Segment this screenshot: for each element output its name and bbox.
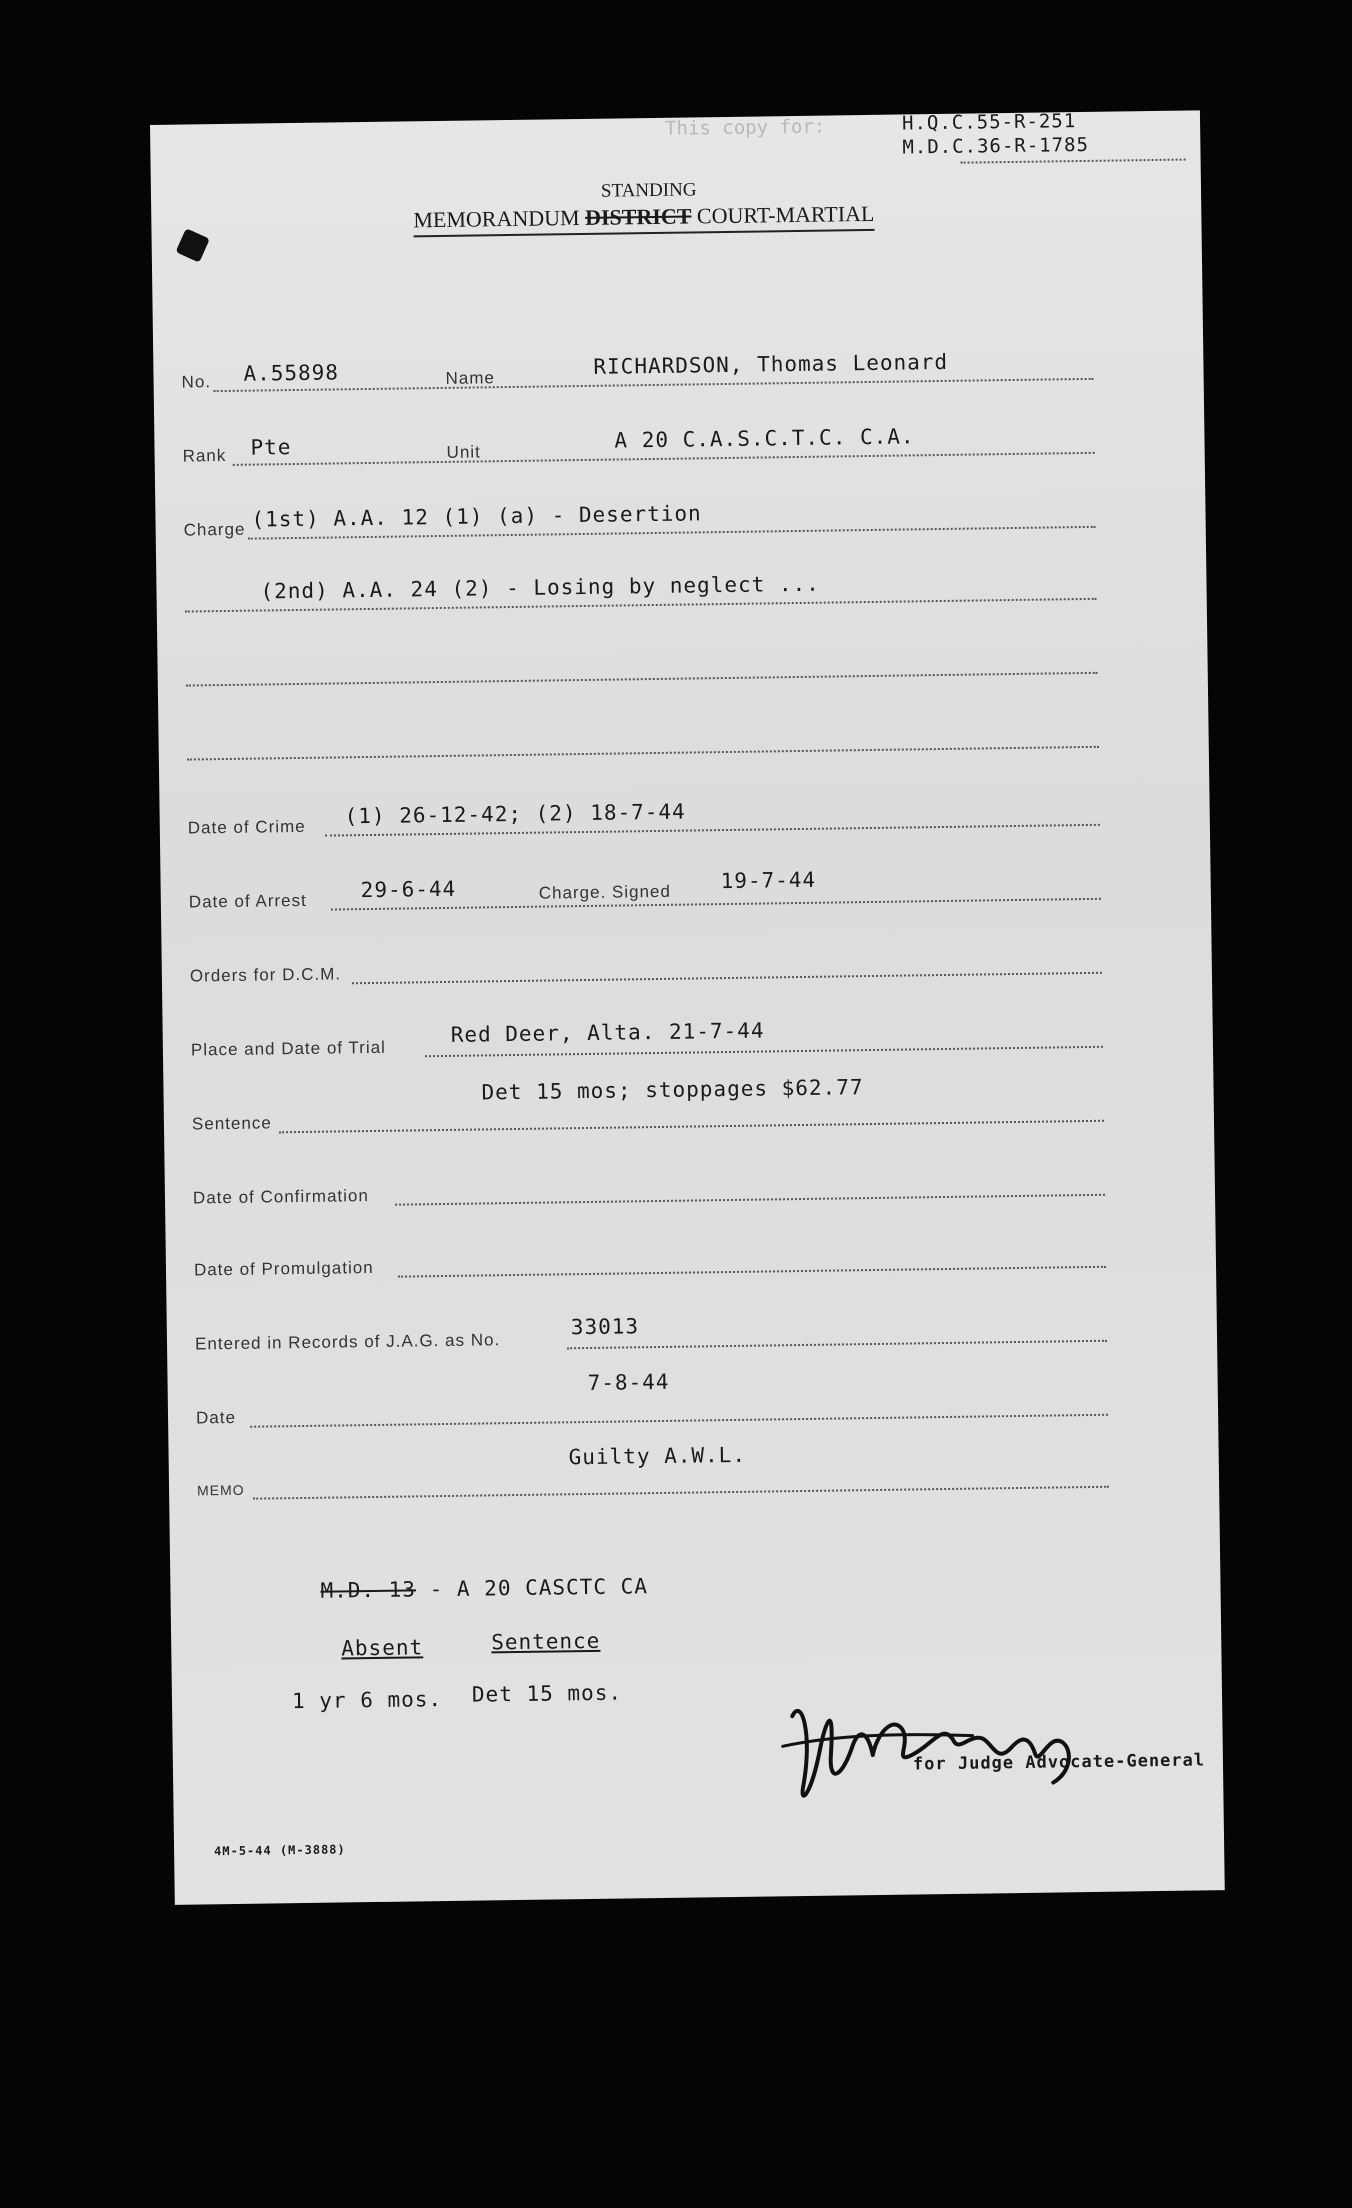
label-date: Date <box>195 1407 237 1428</box>
value-memo: Guilty A.W.L. <box>568 1442 747 1470</box>
label-unit: Unit <box>446 442 481 462</box>
value-date: 7-8-44 <box>587 1369 670 1396</box>
label-sentence: Sentence <box>191 1113 272 1134</box>
label-rank: Rank <box>182 445 227 466</box>
value-rank: Pte <box>250 435 292 460</box>
footer-unit: - A 20 CASCTC CA <box>429 1574 649 1602</box>
label-orders-for-dcm: Orders for D.C.M. <box>189 964 342 986</box>
footer-sentence-value: Det 15 mos. <box>471 1680 623 1707</box>
label-memo: MEMO <box>196 1481 245 1499</box>
value-charge-1: (1st) A.A. 12 (1) (a) - Desertion <box>251 501 702 532</box>
title-memorandum: MEMORANDUM <box>413 205 580 233</box>
copy-for-label: This copy for: <box>664 115 826 140</box>
title-court-martial: COURT-MARTIAL <box>696 200 875 229</box>
label-date-confirmation: Date of Confirmation <box>192 1186 370 1208</box>
value-jag-no: 33013 <box>570 1314 640 1340</box>
footer-absent-label: Absent <box>341 1635 424 1661</box>
hqc-reference: H.Q.C.55-R-251 <box>901 110 1077 135</box>
footer-absent-value: 1 yr 6 mos. <box>291 1687 443 1714</box>
title-insert-standing: STANDING <box>600 179 697 202</box>
label-date-of-arrest: Date of Arrest <box>188 890 307 912</box>
form-number: 4M-5-44 (M-3888) <box>214 1842 346 1859</box>
value-date-of-crime: (1) 26-12-42; (2) 18-7-44 <box>344 799 686 829</box>
label-date-promulgation: Date of Promulgation <box>193 1257 374 1280</box>
punch-hole <box>175 228 209 262</box>
label-charge: Charge <box>183 519 246 540</box>
label-date-of-crime: Date of Crime <box>187 816 306 838</box>
value-no: A.55898 <box>243 360 340 386</box>
signature-image <box>772 1672 1104 1827</box>
value-date-of-arrest: 29-6-44 <box>360 876 457 903</box>
value-sentence: Det 15 mos; stoppages $62.77 <box>481 1075 864 1105</box>
label-charge-signed: Charge. Signed <box>538 881 672 903</box>
value-charge-2: (2nd) A.A. 24 (2) - Losing by neglect ... <box>260 571 821 604</box>
memo-title <box>413 201 874 237</box>
footer-md-struck: M.D. 13 <box>320 1577 417 1603</box>
label-entered-records: Entered in Records of J.A.G. as No. <box>194 1330 501 1354</box>
document-page <box>150 110 1225 1904</box>
footer-unit-line <box>320 1574 648 1603</box>
title-struck-district: DISTRICT <box>584 203 692 230</box>
value-unit: A 20 C.A.S.C.T.C. C.A. <box>614 424 915 453</box>
label-place-date-trial: Place and Date of Trial <box>190 1037 387 1060</box>
value-name: RICHARDSON, Thomas Leonard <box>593 349 949 379</box>
md-reference: M.D.C.36-R-1785 <box>902 133 1090 159</box>
signature-caption: for Judge Advocate-General <box>912 1750 1206 1775</box>
label-name: Name <box>445 368 496 388</box>
value-place-date-trial: Red Deer, Alta. 21-7-44 <box>450 1018 765 1047</box>
value-charge-signed: 19-7-44 <box>720 867 817 894</box>
label-no: No. <box>181 372 212 392</box>
footer-sentence-label: Sentence <box>491 1628 601 1655</box>
